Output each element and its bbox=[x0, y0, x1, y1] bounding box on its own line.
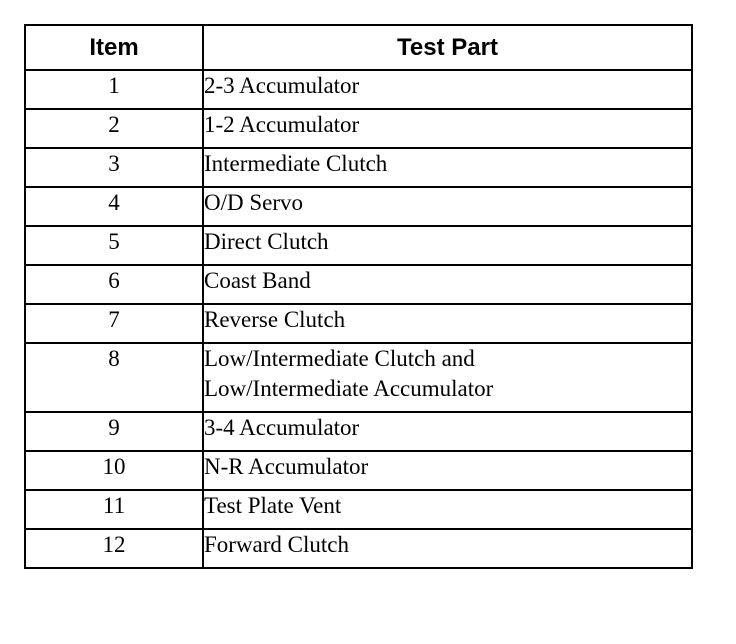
item-number: 4 bbox=[25, 187, 203, 226]
table-row bbox=[25, 343, 692, 412]
test-parts-table bbox=[24, 24, 693, 569]
test-part-name: N-R Accumulator bbox=[203, 451, 692, 490]
test-part-name: Coast Band bbox=[203, 265, 692, 304]
item-number: 1 bbox=[25, 70, 203, 109]
header-test-part: Test Part bbox=[203, 25, 692, 70]
test-part-name: 1-2 Accumulator bbox=[203, 109, 692, 148]
test-part-name: Forward Clutch bbox=[203, 529, 692, 568]
table-row bbox=[25, 70, 692, 109]
item-number: 10 bbox=[25, 451, 203, 490]
test-part-name: Direct Clutch bbox=[203, 226, 692, 265]
test-part-line-2: Low/Intermediate Accumulator bbox=[204, 376, 494, 401]
item-number: 9 bbox=[25, 412, 203, 451]
item-number: 12 bbox=[25, 529, 203, 568]
item-number: 2 bbox=[25, 109, 203, 148]
test-part-name bbox=[203, 343, 692, 412]
test-part-name: Reverse Clutch bbox=[203, 304, 692, 343]
table-row bbox=[25, 304, 692, 343]
item-number: 7 bbox=[25, 304, 203, 343]
test-part-name: Test Plate Vent bbox=[203, 490, 692, 529]
table-row bbox=[25, 451, 692, 490]
table-row bbox=[25, 412, 692, 451]
item-number: 5 bbox=[25, 226, 203, 265]
test-part-name: O/D Servo bbox=[203, 187, 692, 226]
table-row bbox=[25, 490, 692, 529]
table-row bbox=[25, 265, 692, 304]
table-header-row bbox=[25, 25, 692, 70]
item-number: 8 bbox=[25, 343, 203, 412]
test-part-name: 3-4 Accumulator bbox=[203, 412, 692, 451]
item-number: 6 bbox=[25, 265, 203, 304]
table-row bbox=[25, 148, 692, 187]
test-part-name: Intermediate Clutch bbox=[203, 148, 692, 187]
test-part-line-1: Low/Intermediate Clutch and bbox=[204, 346, 475, 371]
item-number: 3 bbox=[25, 148, 203, 187]
header-item: Item bbox=[25, 25, 203, 70]
table-row bbox=[25, 529, 692, 568]
table-row bbox=[25, 109, 692, 148]
item-number: 11 bbox=[25, 490, 203, 529]
test-part-name: 2-3 Accumulator bbox=[203, 70, 692, 109]
table-row bbox=[25, 226, 692, 265]
table-row bbox=[25, 187, 692, 226]
